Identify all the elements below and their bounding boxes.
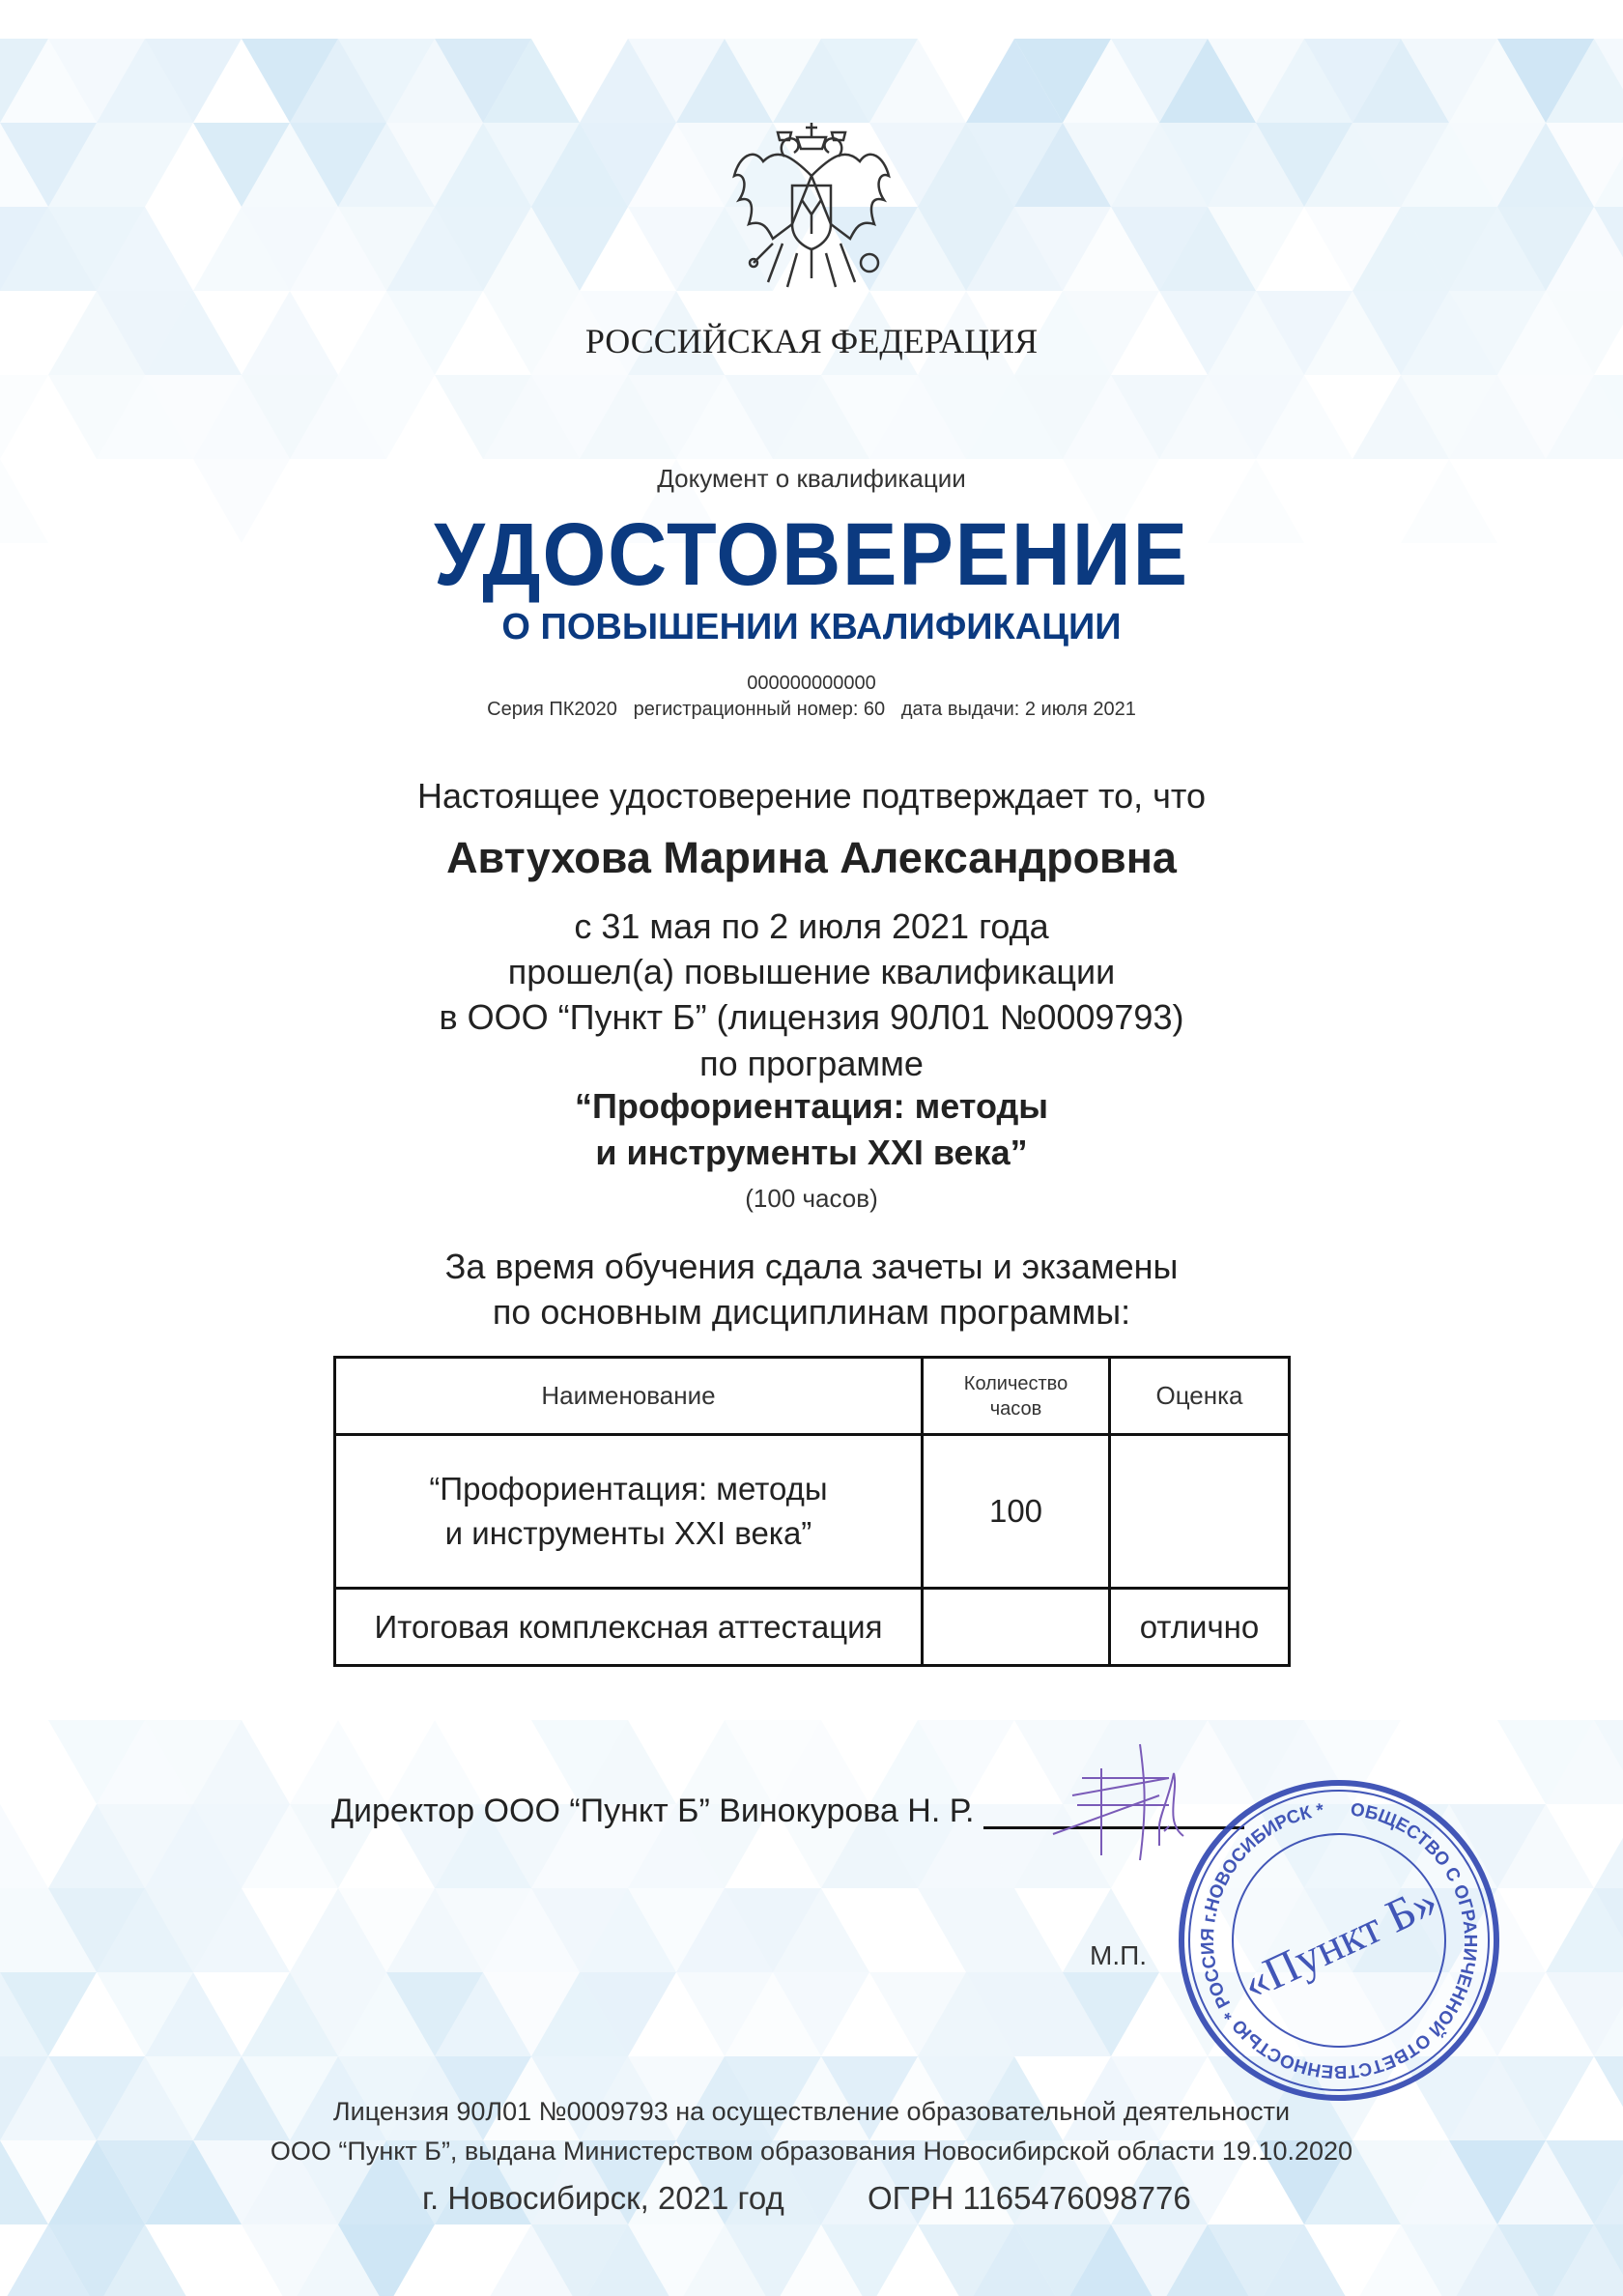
coat-of-arms-emblem [725,118,898,306]
row-name [335,1435,923,1589]
period-text: с 31 мая по 2 июля 2021 года [574,906,1049,946]
row-name-line1: “Профориентация: методы [429,1471,828,1507]
document-number: 000000000000 [747,673,876,694]
header-hours [923,1358,1110,1435]
background-triangle [0,375,48,459]
recipient-name: Автухова Марина Александровна [446,833,1177,882]
table-row [335,1589,1290,1666]
background-triangle [386,1720,483,1804]
program-name-line2: и инструменты XXI века” [595,1133,1028,1172]
background-triangle [290,1720,386,1804]
row-hours: 100 [923,1435,1110,1589]
seal-place-label: М.П. [1090,1940,1148,1970]
program-label: по программе [699,1044,924,1083]
row-hours [923,1589,1110,1666]
exams-line2: по основным дисциплинам программы: [492,1292,1131,1332]
header-grade: Оценка [1110,1358,1290,1435]
footer-ogrn: ОГРН 1165476098776 [868,2180,1191,2216]
row-grade: отлично [1110,1589,1290,1666]
background-triangle [0,1804,48,1888]
grades-table [333,1356,1291,1667]
document-title: УДОСТОВЕРЕНИЕ [434,505,1189,604]
header-hours-label: Количество часов [963,1372,1068,1420]
exams-line1: За время обучения сдала зачеты и экзамены [444,1247,1179,1286]
header-name: Наименование [335,1358,923,1435]
country-name: РОССИЙСКАЯ ФЕДЕРАЦИЯ [584,322,1039,360]
organization-text: в ООО “Пункт Б” (лицензия 90Л01 №0009793) [439,997,1184,1037]
stamp-ring-text: ОБЩЕСТВО С ОГРАНИЧЕННОЙ ОТВЕТСТВЕННОСТЬЮ * РОССИЯ г.НОВОСИБИРСК * [1197,1799,1481,2082]
intro-text: Настоящее удостоверение подтверждает то, что [417,776,1206,816]
row-name: Итоговая комплексная аттестация [335,1589,923,1666]
footer-city-year: г. Новосибирск, 2021 год [422,2180,784,2216]
document-type: Документ о квалификации [657,464,966,493]
document-subtitle: О ПОВЫШЕНИИ КВАЛИФИКАЦИИ [501,607,1122,647]
row-name-line2: и инструменты XXI века” [444,1515,812,1551]
training-text: прошел(а) повышение квалификации [507,952,1116,991]
footer-license-line1: Лицензия 90Л01 №0009793 на осуществление образовательной деятельности [332,2097,1291,2126]
row-grade [1110,1435,1290,1589]
series-line: Серия ПК2020 регистрационный номер: 60 дата выдачи: 2 июля 2021 [487,699,1136,720]
company-stamp [1175,1776,1503,2105]
footer-license-line2: ООО “Пункт Б”, выдана Министерством образования Новосибирской области 19.10.2020 [270,2137,1353,2166]
stamp-center-text: «Пункт Б» [1235,1875,1445,2010]
director-signature-label: Директор ООО “Пункт Б” Винокурова Н. Р. [331,1793,975,1829]
background-triangle [1594,1804,1623,1888]
program-hours: (100 часов) [745,1184,878,1213]
table-header-row [335,1358,1290,1435]
table-row [335,1435,1290,1589]
program-name-line1: “Профориентация: методы [574,1086,1049,1126]
